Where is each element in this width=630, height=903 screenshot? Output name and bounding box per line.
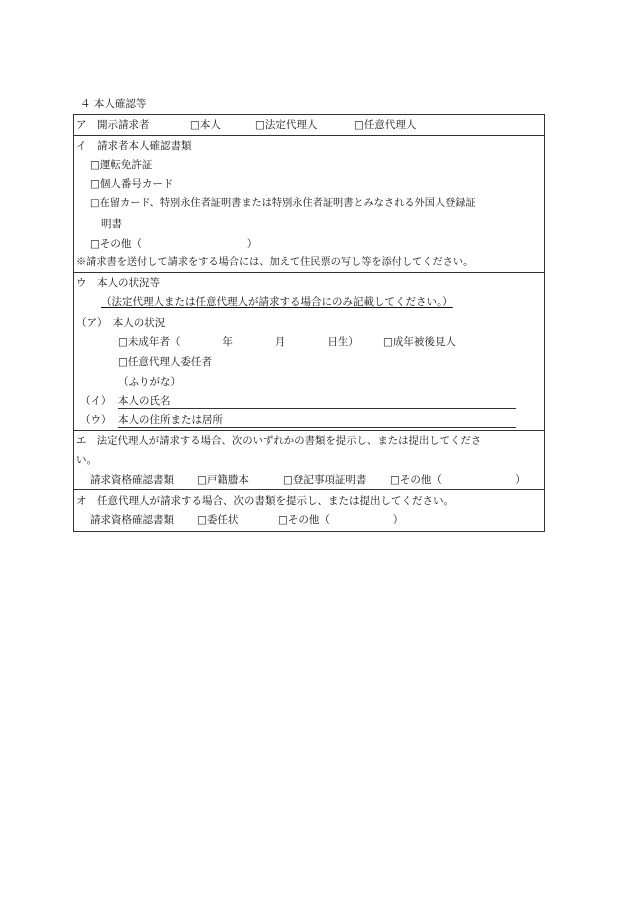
checkbox-minor[interactable]: □未成年者（ 年 月 日生） [118, 336, 359, 348]
row-divider [73, 135, 545, 136]
principal-address-label: 本人の住所または居所 [118, 414, 223, 426]
checkbox-legal-agent[interactable]: □法定代理人 [255, 119, 318, 131]
name-label-prefix: （イ） [80, 395, 112, 407]
checkbox-other-voluntary-doc[interactable]: □その他（ ） [278, 514, 404, 526]
section-title: ４ 本人確認等 [80, 98, 147, 110]
checkbox-adult-guardian[interactable]: □成年被後見人 [383, 336, 456, 348]
principal-name-field[interactable] [118, 408, 516, 409]
furigana-label: （ふりがな） [118, 376, 181, 388]
row-divider [73, 272, 545, 273]
checkbox-power-of-attorney[interactable]: □委任状 [197, 514, 239, 526]
agent-only-note: （法定代理人または任意代理人が請求する場合にのみ記載してください。） [101, 296, 453, 308]
voluntary-agent-docs-instruction: オ 任意代理人が請求する場合、次の書類を提示し、または提出してください。 [76, 495, 454, 507]
checkbox-residence-card[interactable]: □在留カード、特別永住者証明書または特別永住者証明書とみなされる外国人登録証 [90, 198, 476, 209]
address-label-prefix: （ウ） [80, 414, 112, 426]
id-documents-label: イ 請求者本人確認書類 [76, 140, 192, 152]
checkbox-agent-delegator[interactable]: □任意代理人委任者 [118, 356, 212, 368]
checkbox-self[interactable]: □本人 [190, 119, 221, 131]
principal-condition-label: （ア） 本人の状況 [76, 317, 166, 329]
mail-request-note: ※請求書を送付して請求をする場合には、加えて住民票の写し等を添付してください。 [76, 257, 474, 268]
checkbox-my-number-card[interactable]: □個人番号カード [90, 178, 174, 190]
checkbox-drivers-license[interactable]: □運転免許証 [90, 159, 153, 171]
checkbox-registry-certificate[interactable]: □登記事項証明書 [283, 474, 367, 486]
checkbox-other-legal-doc[interactable]: □その他（ ） [390, 474, 526, 486]
voluntary-agent-docs-label: 請求資格確認書類 [90, 514, 174, 526]
legal-agent-docs-label: 請求資格確認書類 [90, 474, 174, 486]
checkbox-other-id[interactable]: □その他（ ） [90, 238, 258, 250]
residence-card-continuation: 明書 [101, 218, 122, 230]
row-divider [73, 430, 545, 431]
principal-status-label: ウ 本人の状況等 [76, 277, 160, 289]
checkbox-voluntary-agent[interactable]: □任意代理人 [354, 119, 417, 131]
legal-agent-docs-instruction: エ 法定代理人が請求する場合、次のいずれかの書類を提示し、または提出してくださ [76, 435, 482, 447]
principal-address-field[interactable] [118, 427, 516, 428]
checkbox-family-register[interactable]: □戸籍謄本 [197, 474, 249, 486]
row-divider [73, 489, 545, 490]
principal-name-label: 本人の氏名 [118, 395, 171, 407]
legal-agent-docs-instruction-cont: い。 [76, 454, 97, 466]
requester-label: ア 開示請求者 [76, 119, 150, 131]
